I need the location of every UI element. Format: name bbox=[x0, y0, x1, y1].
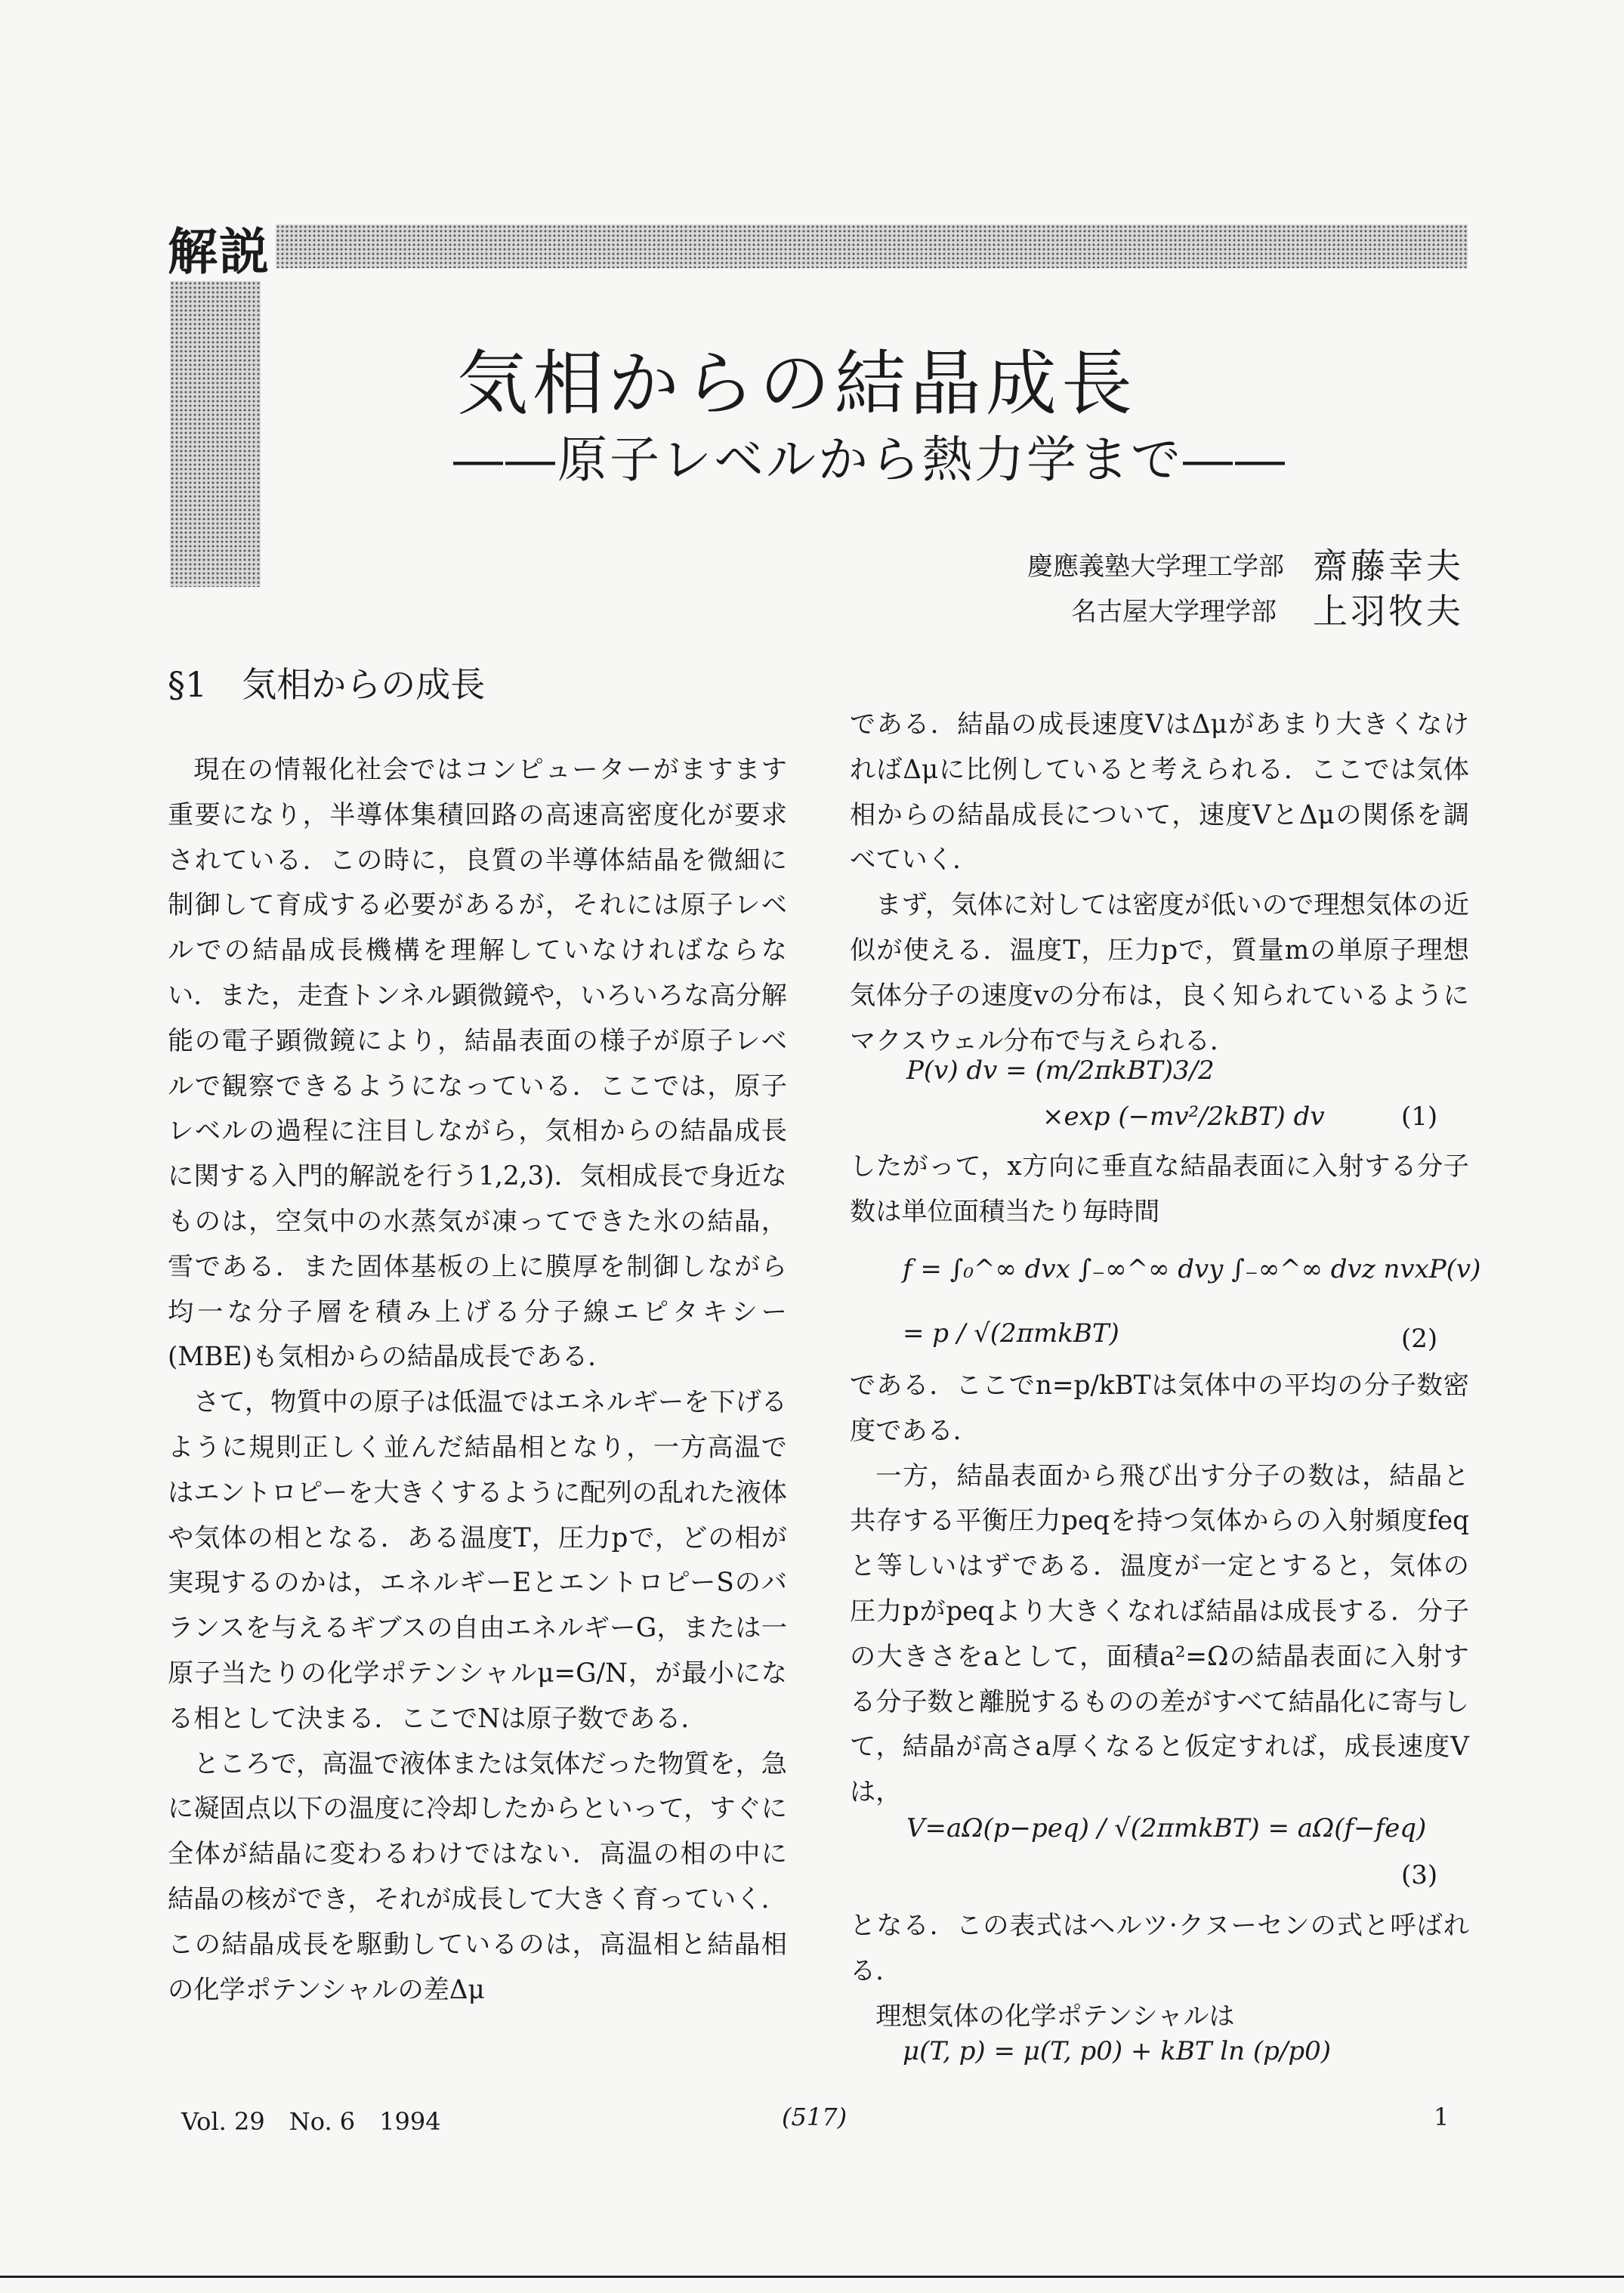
equation-1-line-2: ×exp (−mv²/2kBT) dv bbox=[1042, 1102, 1325, 1132]
paragraph: さて，物質中の原子は低温ではエネルギーを下げるように規則正しく並んだ結晶相となり，一方高温ではエントロピーを大きくするように配列の乱れた液体や気体の相となる．ある温度T，圧力pで，どの相が実現するのかは，エネルギーEとエントロピーSのバランスを与えるギブスの自由エネルギーG，または一原子当たりの化学ポテンシャルμ=G/N，が最小になる相として決まる．ここでNは原子数である． bbox=[168, 1387, 787, 1734]
right-column-top bbox=[850, 703, 1469, 1064]
equation-number: (3) bbox=[1401, 1860, 1438, 1890]
equation-2-line-2: = p / √(2πmkBT) bbox=[903, 1318, 1119, 1349]
side-pattern-band bbox=[170, 281, 261, 587]
paragraph: 理想気体の化学ポテンシャルは bbox=[875, 2001, 1235, 2032]
equation-number: (2) bbox=[1401, 1324, 1438, 1354]
right-column-lower bbox=[850, 1364, 1469, 1816]
author-affiliation: 名古屋大学理学部 bbox=[1071, 597, 1277, 627]
section-heading: §1 気相からの成長 bbox=[168, 664, 486, 705]
bottom-rule bbox=[0, 2276, 1624, 2278]
footer-page-total: (517) bbox=[782, 2103, 848, 2131]
article-title: 気相からの結晶成長 bbox=[457, 343, 1138, 425]
paragraph: である．結晶の成長速度VはΔμがあまり大きくなければΔμに比例していると考えられる．ここでは気体相からの結晶成長について，速度VとΔμの関係を調べていく． bbox=[850, 709, 1469, 876]
author-affiliation: 慶應義塾大学理工学部 bbox=[1027, 552, 1284, 582]
footer-volume: Vol. 29 No. 6 1994 bbox=[181, 2107, 441, 2136]
paragraph: である．ここでn=p/kBTは気体中の平均の分子数密度である． bbox=[850, 1371, 1469, 1446]
article-type-label: 解説 bbox=[168, 223, 270, 281]
paragraph: したがって，x方向に垂直な結晶表面に入射する分子数は単位面積当たり毎時間 bbox=[850, 1151, 1469, 1227]
equation-4: μ(T, p) = μ(T, p0) + kBT ln (p/p0) bbox=[903, 2036, 1332, 2066]
footer-page-number: 1 bbox=[1434, 2103, 1450, 2131]
paragraph: 現在の情報化社会ではコンピューターがますます重要になり，半導体集積回路の高速高密度化が要求されている．この時に，良質の半導体結晶を微細に制御して育成する必要があるが，それには原子レベルでの結晶成長機構を理解していなければならない．また，走査トンネル顕微鏡や，いろいろな高分解能の電子顕微鏡により，結晶表面の様子が原子レベルで観察できるようになっている．ここでは，原子レベルの過程に注目しながら，気相からの結晶成長に関する入門的解説を行う1,2,3)．気相成長で身近なものは，空気中の水蒸気が凍ってできた氷の結晶，雪である．また固体基板の上に膜厚を制御しながら均一な分子層を積み上げる分子線エピタキシー(MBE)も気相からの結晶成長である． bbox=[168, 755, 787, 1373]
article-subtitle: ――原子レベルから熱力学まで―― bbox=[453, 431, 1287, 489]
equation-1-line-1: P(v) dv = (m/2πkBT)3/2 bbox=[906, 1055, 1215, 1086]
equation-3: V=aΩ(p−peq) / √(2πmkBT) = aΩ(f−feq) bbox=[906, 1813, 1427, 1843]
header-pattern-band bbox=[276, 224, 1468, 268]
equation-2-line-1: f = ∫₀^∞ dvx ∫₋∞^∞ dvy ∫₋∞^∞ dvz nvxP(v) bbox=[903, 1254, 1481, 1284]
paragraph: まず，気体に対しては密度が低いので理想気体の近似が使える．温度T，圧力pで，質量mの単原子理想気体分子の速度vの分布は，良く知られているようにマクスウェル分布で与えられる． bbox=[850, 890, 1469, 1056]
paragraph: ところで，高温で液体または気体だった物質を，急に凝固点以下の温度に冷却したからといって，すぐに全体が結晶に変わるわけではない．高温の相の中に結晶の核ができ，それが成長して大きく育っていく．この結晶成長を駆動しているのは，高温相と結晶相の化学ポテンシャルの差Δμ bbox=[168, 1748, 787, 2005]
paragraph: となる．この表式はヘルツ·クヌーセンの式と呼ばれる． bbox=[850, 1911, 1469, 1986]
right-column-bottom bbox=[850, 1904, 1469, 2039]
left-column bbox=[168, 748, 787, 2013]
author-name: 上羽牧夫 bbox=[1313, 591, 1464, 632]
equation-number: (1) bbox=[1401, 1102, 1438, 1132]
right-column-mid bbox=[850, 1145, 1469, 1235]
author-name: 齋藤幸夫 bbox=[1313, 545, 1464, 586]
paragraph: 一方，結晶表面から飛び出す分子の数は，結晶と共存する平衡圧力peqを持つ気体からの入射頻度feqと等しいはずである．温度が一定とすると，気体の圧力pがpeqより大きくなれば結晶は成長する．分子の大きさをaとして，面積a²=Ωの結晶表面に入射する分子数と離脱するものの差がすべて結晶化に寄与して，結晶が高さa厚くなると仮定すれば，成長速度Vは， bbox=[850, 1460, 1469, 1808]
